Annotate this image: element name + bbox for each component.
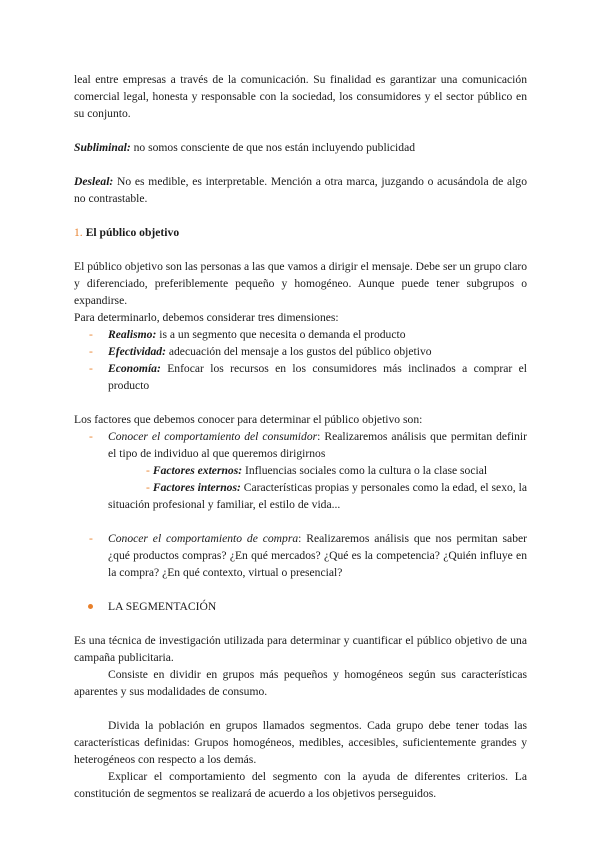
factor-title: Conocer el comportamiento de compra bbox=[108, 532, 299, 545]
sub-factor-external bbox=[74, 462, 527, 479]
desleal-definition bbox=[74, 173, 527, 207]
segmentation-paragraph-2: Consiste en dividir en grupos más pequeños y homogéneos según sus características aparentes y sus modalidades de consumo. bbox=[74, 668, 527, 698]
dash-marker: - bbox=[89, 532, 93, 545]
dimension-text: Enfocar los recursos en los consumidores más inclinados a comprar el producto bbox=[108, 362, 527, 392]
sub-factor-term: Factores externos: bbox=[152, 464, 243, 477]
dash-marker: - bbox=[146, 464, 150, 477]
dash-marker: - bbox=[89, 345, 93, 358]
dimension-term: Economía: bbox=[108, 362, 161, 375]
sub-factor-text: Influencias sociales como la cultura o la clase social bbox=[242, 464, 488, 477]
factor-title: Conocer el comportamiento del consumidor bbox=[108, 430, 318, 443]
factors-list-2 bbox=[74, 530, 527, 581]
subliminal-text: no somos consciente de que nos están incluyendo publicidad bbox=[130, 141, 416, 154]
factor-item bbox=[74, 530, 527, 581]
section-title: El público objetivo bbox=[85, 226, 180, 239]
dash-marker: - bbox=[89, 430, 93, 443]
dimension-term: Realismo bbox=[108, 328, 153, 341]
factors-list bbox=[74, 428, 527, 462]
dimension-sep: : bbox=[162, 345, 166, 358]
public-objective-paragraph: El público objetivo son las personas a las que vamos a dirigir el mensaje. Debe ser un grupo claro y diferenciado, preferiblemente pequeño y homogéneo. Aunque puede tener subgrupos o expandirse. bbox=[74, 260, 527, 307]
dimension-term: Efectividad bbox=[108, 345, 163, 358]
dimension-item bbox=[74, 326, 527, 343]
document-page bbox=[74, 71, 527, 802]
dimension-item bbox=[74, 343, 527, 360]
desleal-term: Desleal: bbox=[74, 175, 114, 188]
sub-factor-internal bbox=[74, 479, 527, 513]
factor-item bbox=[74, 428, 527, 462]
dimension-text: adecuación del mensaje a los gustos del público objetivo bbox=[165, 345, 432, 358]
segmentation-title: LA SEGMENTACIÓN bbox=[108, 600, 217, 613]
subliminal-term: Subliminal: bbox=[74, 141, 131, 154]
dash-marker: - bbox=[146, 481, 150, 494]
sub-factor-term: Factores internos: bbox=[152, 481, 241, 494]
dimension-text: is a un segmento que necesita o demanda el producto bbox=[156, 328, 406, 341]
intro-paragraph: leal entre empresas a través de la comunicación. Su finalidad es garantizar una comunicación comercial legal, honesta y responsable con la sociedad, los consumidores y el sector público en su conjunto. bbox=[74, 73, 527, 120]
factor-text: : Realizaremos análisis que permitan definir el tipo de individuo al que queremos dirigirnos bbox=[108, 430, 527, 460]
segmentation-paragraph-3: Divida la población en grupos llamados segmentos. Cada grupo debe tener todas las características definidas: Grupos homogéneos, medibles, accesibles, suficientemente grandes y heterogéneos con respecto a los demás. bbox=[74, 719, 527, 766]
sub-factor-text: Características propias y personales como la edad, el sexo, la situación profesional y familiar, el estilo de vida... bbox=[108, 481, 527, 511]
dash-marker: - bbox=[89, 328, 93, 341]
desleal-text: No es medible, es interpretable. Mención a otra marca, juzgando o acusándola de algo no contrastable. bbox=[74, 175, 527, 205]
segmentation-paragraph-4: Explicar el comportamiento del segmento con la ayuda de diferentes criterios. La constitución de segmentos se realizará de acuerdo a los objetivos perseguidos. bbox=[74, 770, 527, 800]
bullet-dot-icon bbox=[88, 604, 93, 609]
segmentation-paragraph-1: Es una técnica de investigación utilizada para determinar y cuantificar el público objetivo de una campaña publicitaria. bbox=[74, 634, 527, 664]
factor-text: : Realizaremos análisis que nos permitan saber ¿qué productos compras? ¿En qué mercados? ¿Qué es la competencia? ¿Quién influye en la compra? ¿En qué contexto, virtual o presencial? bbox=[108, 532, 527, 579]
section-number: 1. bbox=[74, 226, 83, 239]
dimension-item bbox=[74, 360, 527, 394]
section-heading bbox=[74, 224, 527, 241]
factors-intro: Los factores que debemos conocer para determinar el público objetivo son: bbox=[74, 413, 423, 426]
dash-marker: - bbox=[89, 362, 93, 375]
dimensions-list bbox=[74, 326, 527, 394]
dimension-sep: : bbox=[152, 328, 157, 341]
dimensions-intro: Para determinarlo, debemos considerar tres dimensiones: bbox=[74, 311, 339, 324]
segmentation-heading bbox=[74, 598, 527, 615]
subliminal-definition bbox=[74, 139, 527, 156]
